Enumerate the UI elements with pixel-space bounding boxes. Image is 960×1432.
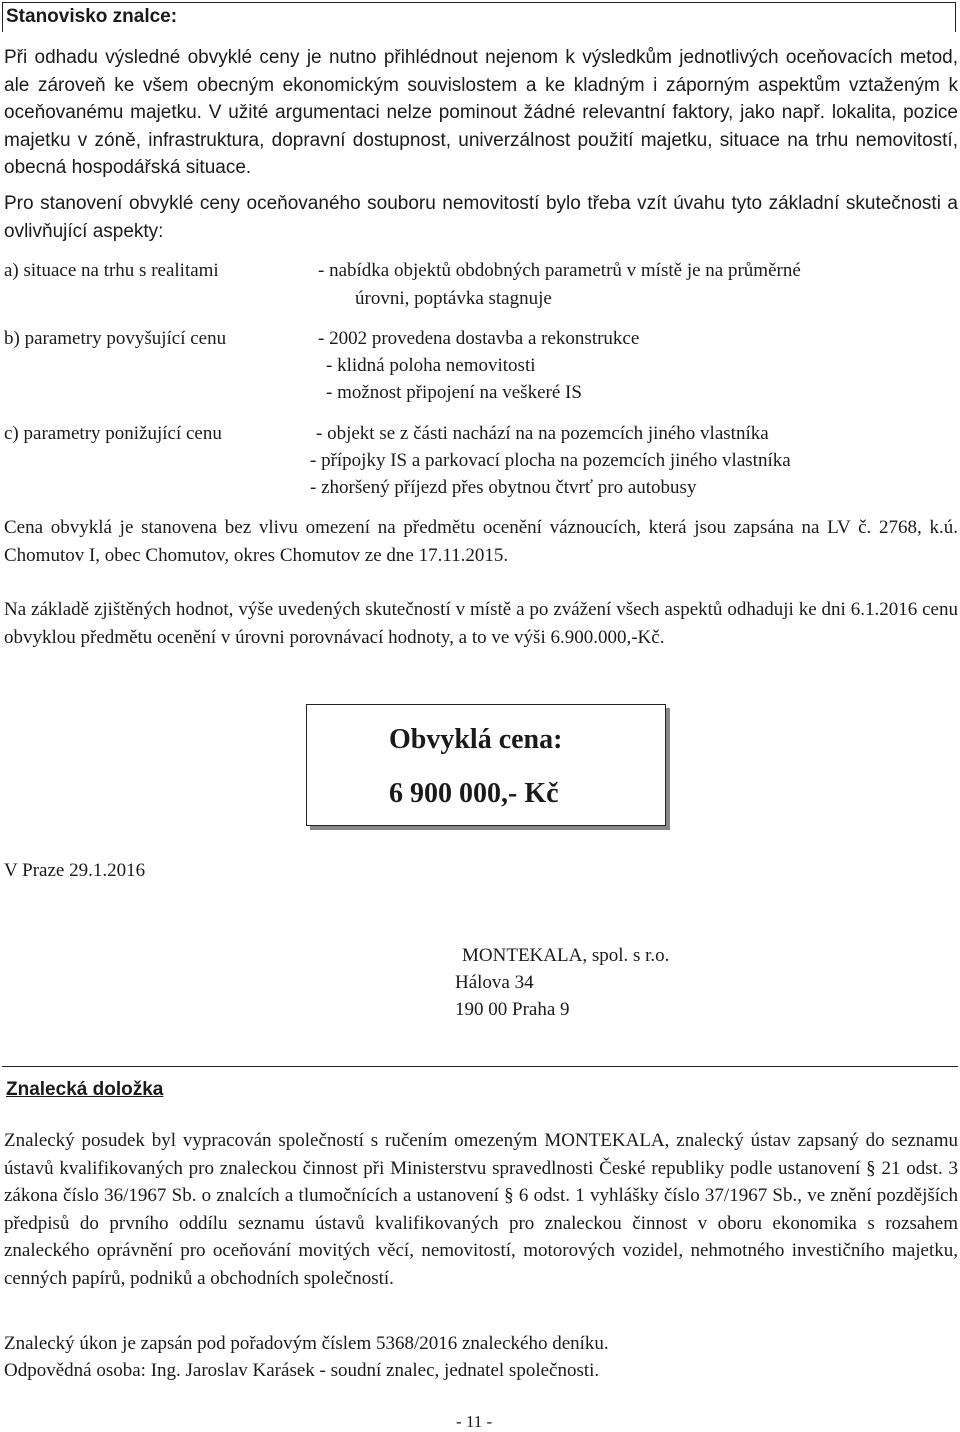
price-value: 6 900 000,- Kč xyxy=(389,778,559,809)
list-item-b-line2: - klidná poloha nemovitosti xyxy=(326,355,536,376)
section-heading: Stanovisko znalce: xyxy=(6,6,178,27)
section2-heading: Znalecká doložka xyxy=(6,1079,164,1100)
list-item-c-label: c) parametry ponižující cenu xyxy=(4,423,222,444)
company-street: Hálova 34 xyxy=(455,972,534,993)
paragraph-registry: Znalecký úkon je zapsán pod pořadovým číslem 5368/2016 znaleckého deníku. xyxy=(4,1333,609,1354)
list-item-c-line3: - zhoršený příjezd přes obytnou čtvrť pro autobusy xyxy=(310,477,697,498)
list-item-a-label: a) situace na trhu s realitami xyxy=(4,260,219,281)
list-item-b-line1: - 2002 provedena dostavba a rekonstrukce xyxy=(318,328,640,349)
list-item-b-label: b) parametry povyšující cenu xyxy=(4,328,227,349)
list-item-a-line1: - nabídka objektů obdobných parametrů v místě je na průměrné xyxy=(318,260,801,281)
company-city: 190 00 Praha 9 xyxy=(455,999,570,1020)
list-item-c-line2: - přípojky IS a parkovací plocha na pozemcích jiného vlastníka xyxy=(310,450,791,471)
paragraph-aspects-intro: Pro stanovení obvyklé ceny oceňovaného souboru nemovitostí bylo třeba vzít úvahu tyto základní skutečnosti a ovlivňující aspekty: xyxy=(4,193,958,242)
paragraph-encumbrances: Cena obvyklá je stanovena bez vlivu omezení na předmětu ocenění váznoucích, která jsou zapsána na LV č. 2768, k.ú. Chomutov I, obec Chomutov, okres Chomutov ze dne 17.11.2015. xyxy=(4,517,958,566)
place-date: V Praze 29.1.2016 xyxy=(4,860,146,881)
divider-line xyxy=(2,1066,958,1067)
list-item-b-line3: - možnost připojení na veškeré IS xyxy=(326,382,582,403)
company-name: MONTEKALA, spol. s r.o. xyxy=(462,945,670,966)
list-item-c-line1: - objekt se z části nachází na na pozemcích jiného vlastníka xyxy=(316,423,769,444)
paragraph-certification: Znalecký posudek byl vypracován společností s ručením omezeným MONTEKALA, znalecký ústav zapsaný do seznamu ústavů kvalifikovaných pro znaleckou činnost při Ministerstvu spravedlnosti České republiky podle ustanovení § 21 odst. 3 zákona číslo 36/1967 Sb. o znalcích a tlumočnících a ustanovení § 6 odst. 1 vyhlášky číslo 37/1967 Sb., ve znění pozdějších předpisů do prvního oddílu seznamu ústavů kvalifikovaných pro znaleckou činnost v oboru ekonomika s rozsahem znaleckého oprávnění pro oceňování movitých věcí, nemovitostí, motorových vozidel, nehmotného investičního majetku, cenných papírů, podniků a obchodních společností. xyxy=(4,1130,958,1289)
price-title: Obvyklá cena: xyxy=(389,724,563,755)
paragraph-responsible-person: Odpovědná osoba: Ing. Jaroslav Karásek - soudní znalec, jednatel společnosti. xyxy=(4,1360,600,1381)
paragraph-conclusion: Na základě zjištěných hodnot, výše uvedených skutečností v místě a po zvážení všech aspektů odhaduji ke dni 6.1.2016 cenu obvyklou předmětu ocenění v úrovni porovnávací hodnoty, a to ve výši 6.900.000,-Kč. xyxy=(4,599,958,648)
page-number: - 11 - xyxy=(456,1412,493,1431)
paragraph-opinion: Při odhadu výsledné obvyklé ceny je nutno přihlédnout nejenom k výsledkům jednotlivých oceňovacích metod, ale zároveň ke všem obecným ekonomickým souvislostem a ke kladným i záporným aspektům vztaženým k oceňovanému majetku. V užité argumentaci nelze pominout žádné relevantní faktory, jako např. lokalita, pozice majetku v zóně, infrastruktura, dopravní dostupnost, univerzálnost použití majetku, situace na trhu nemovitostí, obecná hospodářská situace. xyxy=(4,47,958,179)
list-item-a-line2: úrovni, poptávka stagnuje xyxy=(355,288,552,309)
